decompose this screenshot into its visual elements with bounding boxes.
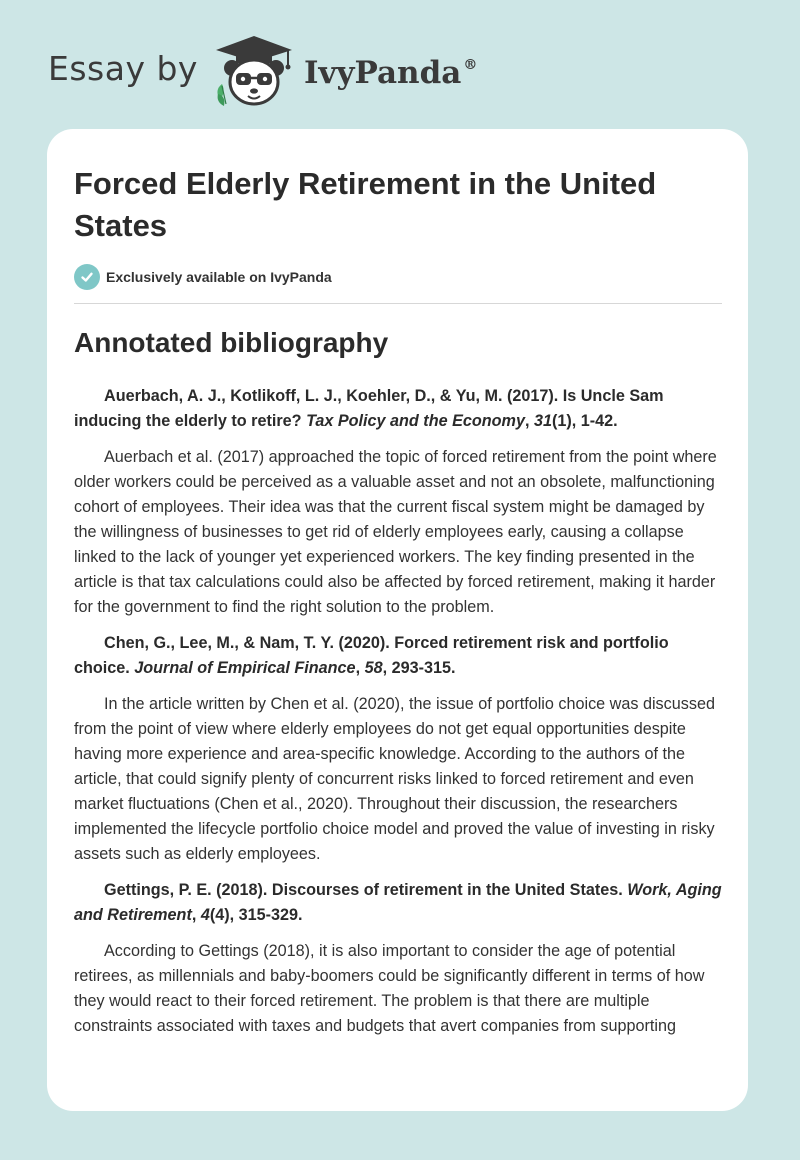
brand-header[interactable] xyxy=(48,34,477,108)
brand-prefix: Essay by xyxy=(48,48,198,88)
reference-journal: Tax Policy and the Economy xyxy=(306,412,525,430)
section-heading: Annotated bibliography xyxy=(74,327,389,358)
essay-card xyxy=(47,129,748,1111)
bibliography-body xyxy=(74,384,722,1050)
reference-authors: Auerbach, A. J., Kotlikoff, L. J., Koehler, D., & Yu, M. (2017). Is Uncle Sam inducing the elderly to retire? xyxy=(74,387,664,430)
reference-journal: Work, Aging and Retirement xyxy=(74,881,722,924)
brand-name: IvyPanda ® xyxy=(303,55,478,91)
reference-separator: , xyxy=(524,412,534,430)
reference-authors: Chen, G., Lee, M., & Nam, T. Y. (2020). Forced retirement risk and portfolio choice. xyxy=(74,634,669,677)
page-title: Forced Elderly Retirement in the United States xyxy=(74,166,657,243)
panda-logo-icon xyxy=(212,34,296,108)
reference-entry xyxy=(74,878,722,928)
exclusive-badge xyxy=(74,264,332,290)
reference-separator: , xyxy=(355,659,365,677)
reference-journal: Journal of Empirical Finance xyxy=(134,659,356,677)
annotation-paragraph: Auerbach et al. (2017) approached the topic of forced retirement from the point where older workers could be perceived as a valuable asset and not an obsolete, malfunctioning cohort of employees. Their idea was that the current fiscal system might be damaged by the willingness of businesses to get rid of elderly employees early, causing a collapse linked to the lack of younger yet experienced workers. The key finding presented in the article is that tax calculations could also be affected by forced retirement, making it harder for the government to find the right solution to the problem. xyxy=(74,448,717,616)
annotation-paragraph: According to Gettings (2018), it is also important to consider the age of potential retirees, as millennials and baby-boomers could be significantly different in terms of how they would react to their forced retirement. The problem is that there are multiple constraints associated with taxes and budgets that avert companies from supporting xyxy=(74,942,705,1035)
reference-authors: Gettings, P. E. (2018). Discourses of retirement in the United States. xyxy=(104,881,628,899)
reference-volume: 31 xyxy=(533,412,552,430)
registered-mark: ® xyxy=(463,57,478,73)
exclusive-text: Exclusively available on IvyPanda xyxy=(106,269,332,285)
reference-entry xyxy=(74,631,722,681)
reference-pages: , 293-315. xyxy=(382,659,456,677)
reference-volume: 4 xyxy=(200,906,210,924)
reference-entry xyxy=(74,384,722,434)
reference-pages: (4), 315-329. xyxy=(209,906,303,924)
divider xyxy=(74,303,722,304)
check-icon xyxy=(74,264,100,290)
reference-separator: , xyxy=(191,906,201,924)
reference-pages: (1), 1-42. xyxy=(551,412,618,430)
reference-volume: 58 xyxy=(364,659,383,677)
annotation-paragraph: In the article written by Chen et al. (2020), the issue of portfolio choice was discussed from the point of view where elderly employees do not get equal opportunities despite having more experience and area-specific knowledge. According to the authors of the article, that could signify plenty of concurrent risks linked to forced retirement and even market fluctuations (Chen et al., 2020). Throughout their discussion, the researchers implemented the lifecycle portfolio choice model and proved the value of investing in risky assets such as elderly employees. xyxy=(74,695,715,863)
